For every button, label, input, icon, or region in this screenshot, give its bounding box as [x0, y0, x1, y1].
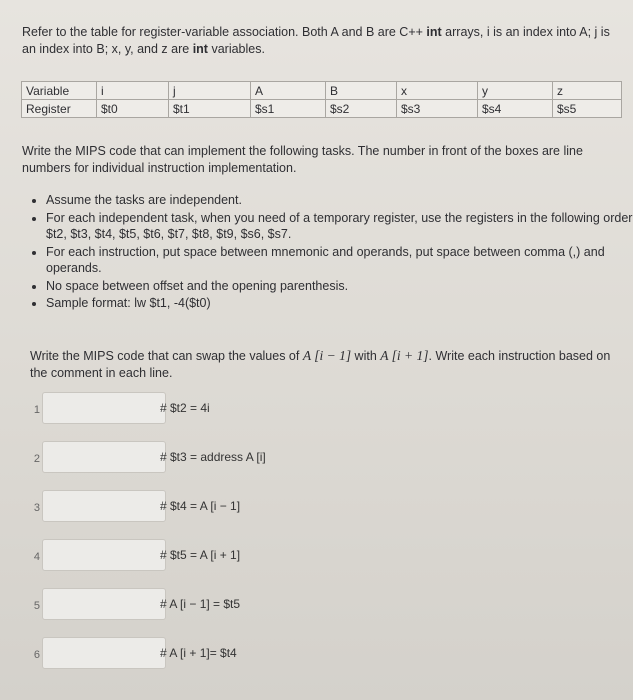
code-line-3	[28, 490, 628, 524]
line-comment: # $t3 = address A [i]	[160, 450, 266, 464]
task-expression: A [i − 1]	[302, 348, 352, 363]
task-text	[30, 347, 620, 382]
register-row	[22, 100, 622, 118]
intro-part: variables.	[207, 42, 265, 56]
line-number: 2	[33, 453, 40, 465]
table-cell: $s4	[478, 100, 553, 118]
rule-item: • Sample format: lw $t1, -4($t0)	[46, 295, 633, 312]
instruction-input-1[interactable]	[42, 392, 166, 424]
table-cell: x	[397, 82, 478, 100]
table-cell: B	[326, 82, 397, 100]
line-comment: # A [i + 1]= $t4	[160, 646, 237, 660]
table-cell: i	[97, 82, 169, 100]
rule-item: • For each independent task, when you need of a temporary register, use the registers in the following order $t2, $t3, $t4, $t5, $t6, $t7, $t8, $t9, $s6, $s7.	[46, 210, 633, 243]
table-cell: $s1	[251, 100, 326, 118]
task-part: . Write each instruction based on the comment in each line.	[30, 349, 611, 380]
instruction-input-4[interactable]	[42, 539, 166, 571]
table-cell: A	[251, 82, 326, 100]
line-number: 3	[33, 502, 40, 514]
table-cell: $s3	[397, 100, 478, 118]
table-cell: $t0	[97, 100, 169, 118]
table-cell: $t1	[169, 100, 251, 118]
line-comment: # A [i − 1] = $t5	[160, 597, 241, 611]
task-part: with	[351, 349, 381, 363]
rule-item: • Assume the tasks are independent.	[46, 192, 633, 209]
table-cell: Variable	[22, 82, 97, 100]
table-cell: $s5	[553, 100, 622, 118]
line-comment: # $t4 = A [i − 1]	[160, 499, 241, 513]
line-number: 4	[33, 551, 40, 563]
intro-text	[22, 24, 622, 58]
code-line-4	[28, 539, 628, 573]
instruction-input-6[interactable]	[42, 637, 166, 669]
task-part: Write the MIPS code that can swap the values of	[30, 349, 303, 363]
instruction-input-2[interactable]	[42, 441, 166, 473]
intro-keyword: int	[192, 42, 208, 56]
variable-row	[22, 82, 622, 100]
line-comment: # $t2 = 4i	[160, 401, 210, 415]
table-cell: z	[553, 82, 622, 100]
table-cell: $s2	[326, 100, 397, 118]
intro-keyword: int	[426, 25, 442, 39]
line-number: 1	[33, 404, 40, 416]
code-line-2	[28, 441, 628, 475]
instruction-input-3[interactable]	[42, 490, 166, 522]
code-line-6	[28, 637, 628, 671]
register-variable-table	[21, 81, 622, 118]
line-number: 5	[33, 600, 40, 612]
intro-part: arrays, i is an index into A; j is an index into B; x, y, and z are	[22, 25, 610, 56]
table-cell: y	[478, 82, 553, 100]
line-comment: # $t5 = A [i + 1]	[160, 548, 241, 562]
rules-list	[26, 192, 633, 313]
task-expression: A [i + 1]	[380, 348, 429, 363]
code-line-5	[28, 588, 628, 622]
table-cell: Register	[22, 100, 97, 118]
instruction-input-5[interactable]	[42, 588, 166, 620]
description-text: Write the MIPS code that can implement the following tasks. The number in front of the boxes are line numbers for individual instruction implementation.	[22, 144, 583, 175]
rule-item: • For each instruction, put space between mnemonic and operands, put space between comma (,) and operands.	[46, 244, 633, 277]
intro-part: Refer to the table for register-variable association. Both A and B are C++	[22, 25, 427, 39]
line-number: 6	[33, 649, 40, 661]
table-cell: j	[169, 82, 251, 100]
code-line-1	[28, 392, 628, 426]
rule-item: • No space between offset and the opening parenthesis.	[46, 278, 633, 295]
